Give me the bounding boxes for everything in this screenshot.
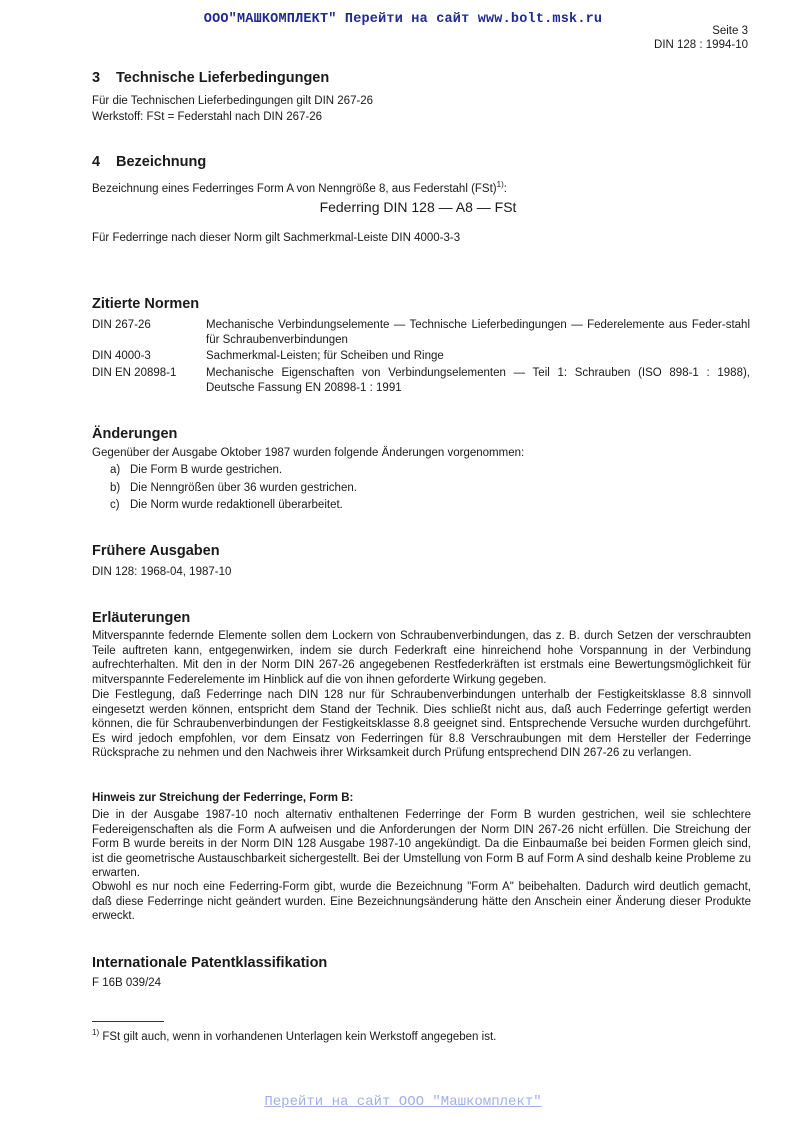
patentklassifikation-text: F 16B 039/24 — [92, 977, 162, 989]
page-header — [654, 24, 748, 52]
site-banner-link[interactable]: ООО"МАШКОМПЛЕКТ" Перейти на сайт www.bolt.msk.ru — [203, 12, 603, 27]
norm-description: Mechanische Eigenschaften von Verbindungselementen — Teil 1: Schrauben (ISO 898-1 : 1988), Deutsche Fassung EN 20898-1 : 1991 — [206, 367, 750, 394]
zitierte-normen-heading: Zitierte Normen — [92, 296, 200, 312]
aenderungen-intro: Gegenüber der Ausgabe Oktober 1987 wurden folgende Änderungen vorgenommen: — [92, 447, 525, 459]
page-number: Seite 3 — [712, 25, 748, 37]
section-3-line-1: Für die Technischen Lieferbedingungen gilt DIN 267-26 — [92, 95, 374, 107]
footnote-ref: 1) — [496, 180, 504, 189]
erlaeuterungen-paragraph-4: Obwohl es nur noch eine Federring-Form gibt, wurde die Bezeichnung "Form A" beibehalten. Dadurch wird deutlich gemacht, daß diese Federringe nicht geändert wurden. Eine Bezeichnungsänderung hätte den Anschein einer Änderung dieser Produkte erweckt. — [92, 881, 751, 922]
footnote-mark: 1) — [92, 1028, 100, 1037]
section-number: 4 — [92, 154, 101, 170]
list-text: Die Norm wurde redaktionell überarbeitet. — [130, 499, 343, 511]
norm-row — [92, 349, 750, 364]
hinweis-heading: Hinweis zur Streichung der Federringe, Form B: — [92, 792, 354, 804]
standard-edition: DIN 128 : 1994-10 — [654, 39, 748, 51]
section-3-heading — [92, 70, 329, 86]
section-4-heading — [92, 154, 206, 170]
section-title: Bezeichnung — [116, 154, 207, 170]
norm-description: Mechanische Verbindungselemente — Technische Lieferbedingungen — Federelemente aus Feder-stahl für Schraubenverbindungen — [206, 319, 750, 346]
norm-id: DIN EN 20898-1 — [92, 367, 177, 379]
aenderungen-heading: Änderungen — [92, 426, 178, 442]
footnote — [92, 1028, 496, 1043]
list-label: b) — [110, 482, 121, 494]
norm-row — [92, 366, 750, 396]
list-text: Die Nenngrößen über 36 wurden gestrichen. — [130, 482, 357, 494]
section-3-line-2: Werkstoff: FSt = Federstahl nach DIN 267-26 — [92, 111, 322, 123]
fruehere-ausgaben-text: DIN 128: 1968-04, 1987-10 — [92, 566, 232, 578]
footnote-text: FSt gilt auch, wenn in vorhandenen Unterlagen kein Werkstoff angegeben ist. — [102, 1030, 497, 1043]
designation-example: Federring DIN 128 — A8 — FSt — [319, 199, 517, 215]
norm-id: DIN 4000-3 — [92, 350, 151, 362]
list-item — [110, 482, 357, 494]
erlaeuterungen-paragraph-3: Die in der Ausgabe 1987-10 noch alternativ enthaltenen Federringe der Form B wurden gestrichen, weil sie schlechtere Federeigenschaften als die Form A aufweisen und die Anforderungen der Norm DIN 267-26 nicht erfüllen. Die Streichung der Form B wurde bereits in der Norm DIN 128 Ausgabe 1987-10 angekündigt. Da die Einbaumaße bei beiden Formen gleich sind, ist die geometrische Austauschbarkeit sichergestellt. Bei der Umstellung von Form B auf Form A sind deshalb keine Probleme zu erwarten. — [92, 809, 751, 879]
norm-row — [92, 318, 750, 348]
list-label: a) — [110, 464, 121, 476]
section-number: 3 — [92, 70, 101, 86]
norm-description: Sachmerkmal-Leisten; für Scheiben und Ringe — [206, 350, 444, 362]
section-title: Technische Lieferbedingungen — [116, 70, 330, 86]
list-label: c) — [110, 499, 120, 511]
list-item — [110, 464, 282, 476]
designation-intro-colon: : — [503, 182, 507, 195]
list-item — [110, 499, 343, 511]
designation-intro — [92, 177, 507, 197]
erlaeuterungen-heading: Erläuterungen — [92, 610, 191, 626]
bottom-site-link[interactable]: Перейти на сайт ООО "Машкомплект" — [264, 1094, 542, 1110]
footnote-divider — [92, 1021, 164, 1022]
sachmerkmal-note: Für Federringe nach dieser Norm gilt Sachmerkmal-Leiste DIN 4000-3-3 — [92, 232, 461, 244]
list-text: Die Form B wurde gestrichen. — [130, 464, 283, 476]
erlaeuterungen-paragraph-2: Die Festlegung, daß Federringe nach DIN 128 nur für Schraubenverbindungen unterhalb der Festigkeitsklasse 8.8 sinnvoll eingesetzt werden können, entspricht dem Stand der Technik. Dies schließt nicht aus, daß auch Federringe gefertigt werden können, die für Schraubenverbindungen der Festigkeitsklasse 8.8 geeignet sind. Entsprechende Versuche wurden durchgeführt. Es wird jedoch empfohlen, vor dem Einsatz von Federringen für 8.8 Verschraubungen mit dem Hersteller der Federringe Rücksprache zu nehmen und den Nachweis ihrer Wirksamkeit durch Prüfung entsprechend DIN 267-26 zu verlangen. — [92, 689, 751, 759]
erlaeuterungen-paragraph-1: Mitverspannte federnde Elemente sollen dem Lockern von Schraubenverbindungen, das z. B. durch Setzen der verschraubten Teile auftreten kann, entgegenwirken, indem sie durch Federkraft eine hinreichend hohe Vorspannung in der Verbindung aufrechterhalten. Mit den in der Norm DIN 267-26 angegebenen Restfederkräften ist erstmals eine Bewertungsmöglichkeit für mitverspannte Federelemente im Hinblick auf die von ihnen geforderte Wirkung gegeben. — [92, 630, 751, 686]
fruehere-ausgaben-heading: Frühere Ausgaben — [92, 543, 220, 559]
designation-intro-text: Bezeichnung eines Federringes Form A von Nenngröße 8, aus Federstahl (FSt) — [92, 182, 497, 195]
patentklassifikation-heading: Internationale Patentklassifikation — [92, 955, 328, 971]
norm-id: DIN 267-26 — [92, 319, 151, 331]
